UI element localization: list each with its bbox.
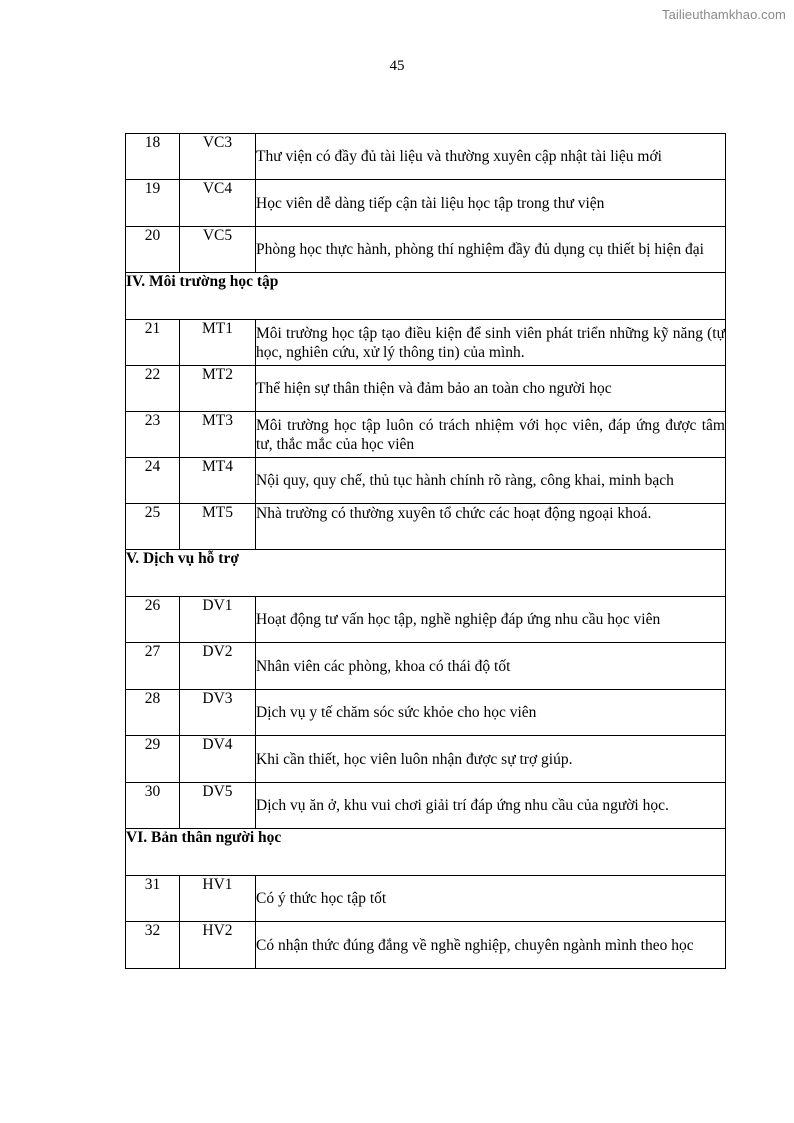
- page-number: 45: [389, 58, 405, 74]
- item-description: Có ý thức học tập tốt: [256, 876, 726, 922]
- item-code: VC3: [180, 134, 256, 180]
- item-code: MT4: [180, 458, 256, 504]
- item-description: Khi cần thiết, học viên luôn nhận được sự trợ giúp.: [256, 736, 726, 783]
- table-row: [126, 783, 726, 829]
- item-code: MT3: [180, 412, 256, 458]
- item-number: 30: [126, 783, 180, 829]
- item-number: 19: [126, 180, 180, 227]
- section-heading: VI. Bản thân người học: [126, 829, 726, 876]
- item-code: HV2: [180, 922, 256, 969]
- item-number: 26: [126, 597, 180, 643]
- item-number: 25: [126, 504, 180, 550]
- table-row: [126, 366, 726, 412]
- table-row: [126, 458, 726, 504]
- item-number: 21: [126, 320, 180, 366]
- item-code: MT2: [180, 366, 256, 412]
- table-row: [126, 736, 726, 783]
- item-description: Nội quy, quy chế, thủ tục hành chính rõ ràng, công khai, minh bạch: [256, 458, 726, 504]
- item-description: Phòng học thực hành, phòng thí nghiệm đầy đủ dụng cụ thiết bị hiện đại: [256, 227, 726, 273]
- item-description: Môi trường học tập luôn có trách nhiệm với học viên, đáp ứng được tâm tư, thắc mắc của học viên: [256, 412, 726, 458]
- item-description: Hoạt động tư vấn học tập, nghề nghiệp đáp ứng nhu cầu học viên: [256, 597, 726, 643]
- item-code: MT1: [180, 320, 256, 366]
- item-description: Có nhận thức đúng đắng về nghề nghiệp, chuyên ngành mình theo học: [256, 922, 726, 969]
- section-row: [126, 550, 726, 597]
- table-row: [126, 180, 726, 227]
- item-description: Nhà trường có thường xuyên tổ chức các hoạt động ngoại khoá.: [256, 504, 726, 550]
- item-number: 22: [126, 366, 180, 412]
- item-code: MT5: [180, 504, 256, 550]
- table-row: [126, 412, 726, 458]
- table-row: [126, 227, 726, 273]
- item-code: DV2: [180, 643, 256, 690]
- table-row: [126, 134, 726, 180]
- survey-table: [125, 133, 726, 969]
- item-description: Môi trường học tập tạo điều kiện để sinh viên phát triển những kỹ năng (tự học, nghiên cứu, xử lý thông tin) của mình.: [256, 320, 726, 366]
- item-number: 18: [126, 134, 180, 180]
- item-code: DV5: [180, 783, 256, 829]
- section-row: [126, 829, 726, 876]
- section-row: [126, 273, 726, 320]
- item-code: VC5: [180, 227, 256, 273]
- item-description: Nhân viên các phòng, khoa có thái độ tốt: [256, 643, 726, 690]
- item-number: 28: [126, 690, 180, 736]
- table-row: [126, 922, 726, 969]
- item-code: DV1: [180, 597, 256, 643]
- item-number: 31: [126, 876, 180, 922]
- item-description: Học viên dễ dàng tiếp cận tài liệu học tập trong thư viện: [256, 180, 726, 227]
- watermark: Tailieuthamkhao.com: [661, 7, 786, 22]
- table-row: [126, 876, 726, 922]
- item-code: VC4: [180, 180, 256, 227]
- table-row: [126, 643, 726, 690]
- item-number: 20: [126, 227, 180, 273]
- item-number: 24: [126, 458, 180, 504]
- table-row: [126, 690, 726, 736]
- item-description: Dịch vụ ăn ở, khu vui chơi giải trí đáp ứng nhu cầu của người học.: [256, 783, 726, 829]
- table-row: [126, 597, 726, 643]
- item-code: HV1: [180, 876, 256, 922]
- item-code: DV3: [180, 690, 256, 736]
- item-code: DV4: [180, 736, 256, 783]
- section-heading: IV. Môi trường học tập: [126, 273, 726, 320]
- item-description: Thể hiện sự thân thiện và đảm bảo an toàn cho người học: [256, 366, 726, 412]
- table-row: [126, 320, 726, 366]
- item-number: 32: [126, 922, 180, 969]
- item-description: Thư viện có đầy đủ tài liệu và thường xuyên cập nhật tài liệu mới: [256, 134, 726, 180]
- item-number: 23: [126, 412, 180, 458]
- item-description: Dịch vụ y tế chăm sóc sức khỏe cho học viên: [256, 690, 726, 736]
- item-number: 29: [126, 736, 180, 783]
- section-heading: V. Dịch vụ hỗ trợ: [126, 550, 726, 597]
- item-number: 27: [126, 643, 180, 690]
- table-row: [126, 504, 726, 550]
